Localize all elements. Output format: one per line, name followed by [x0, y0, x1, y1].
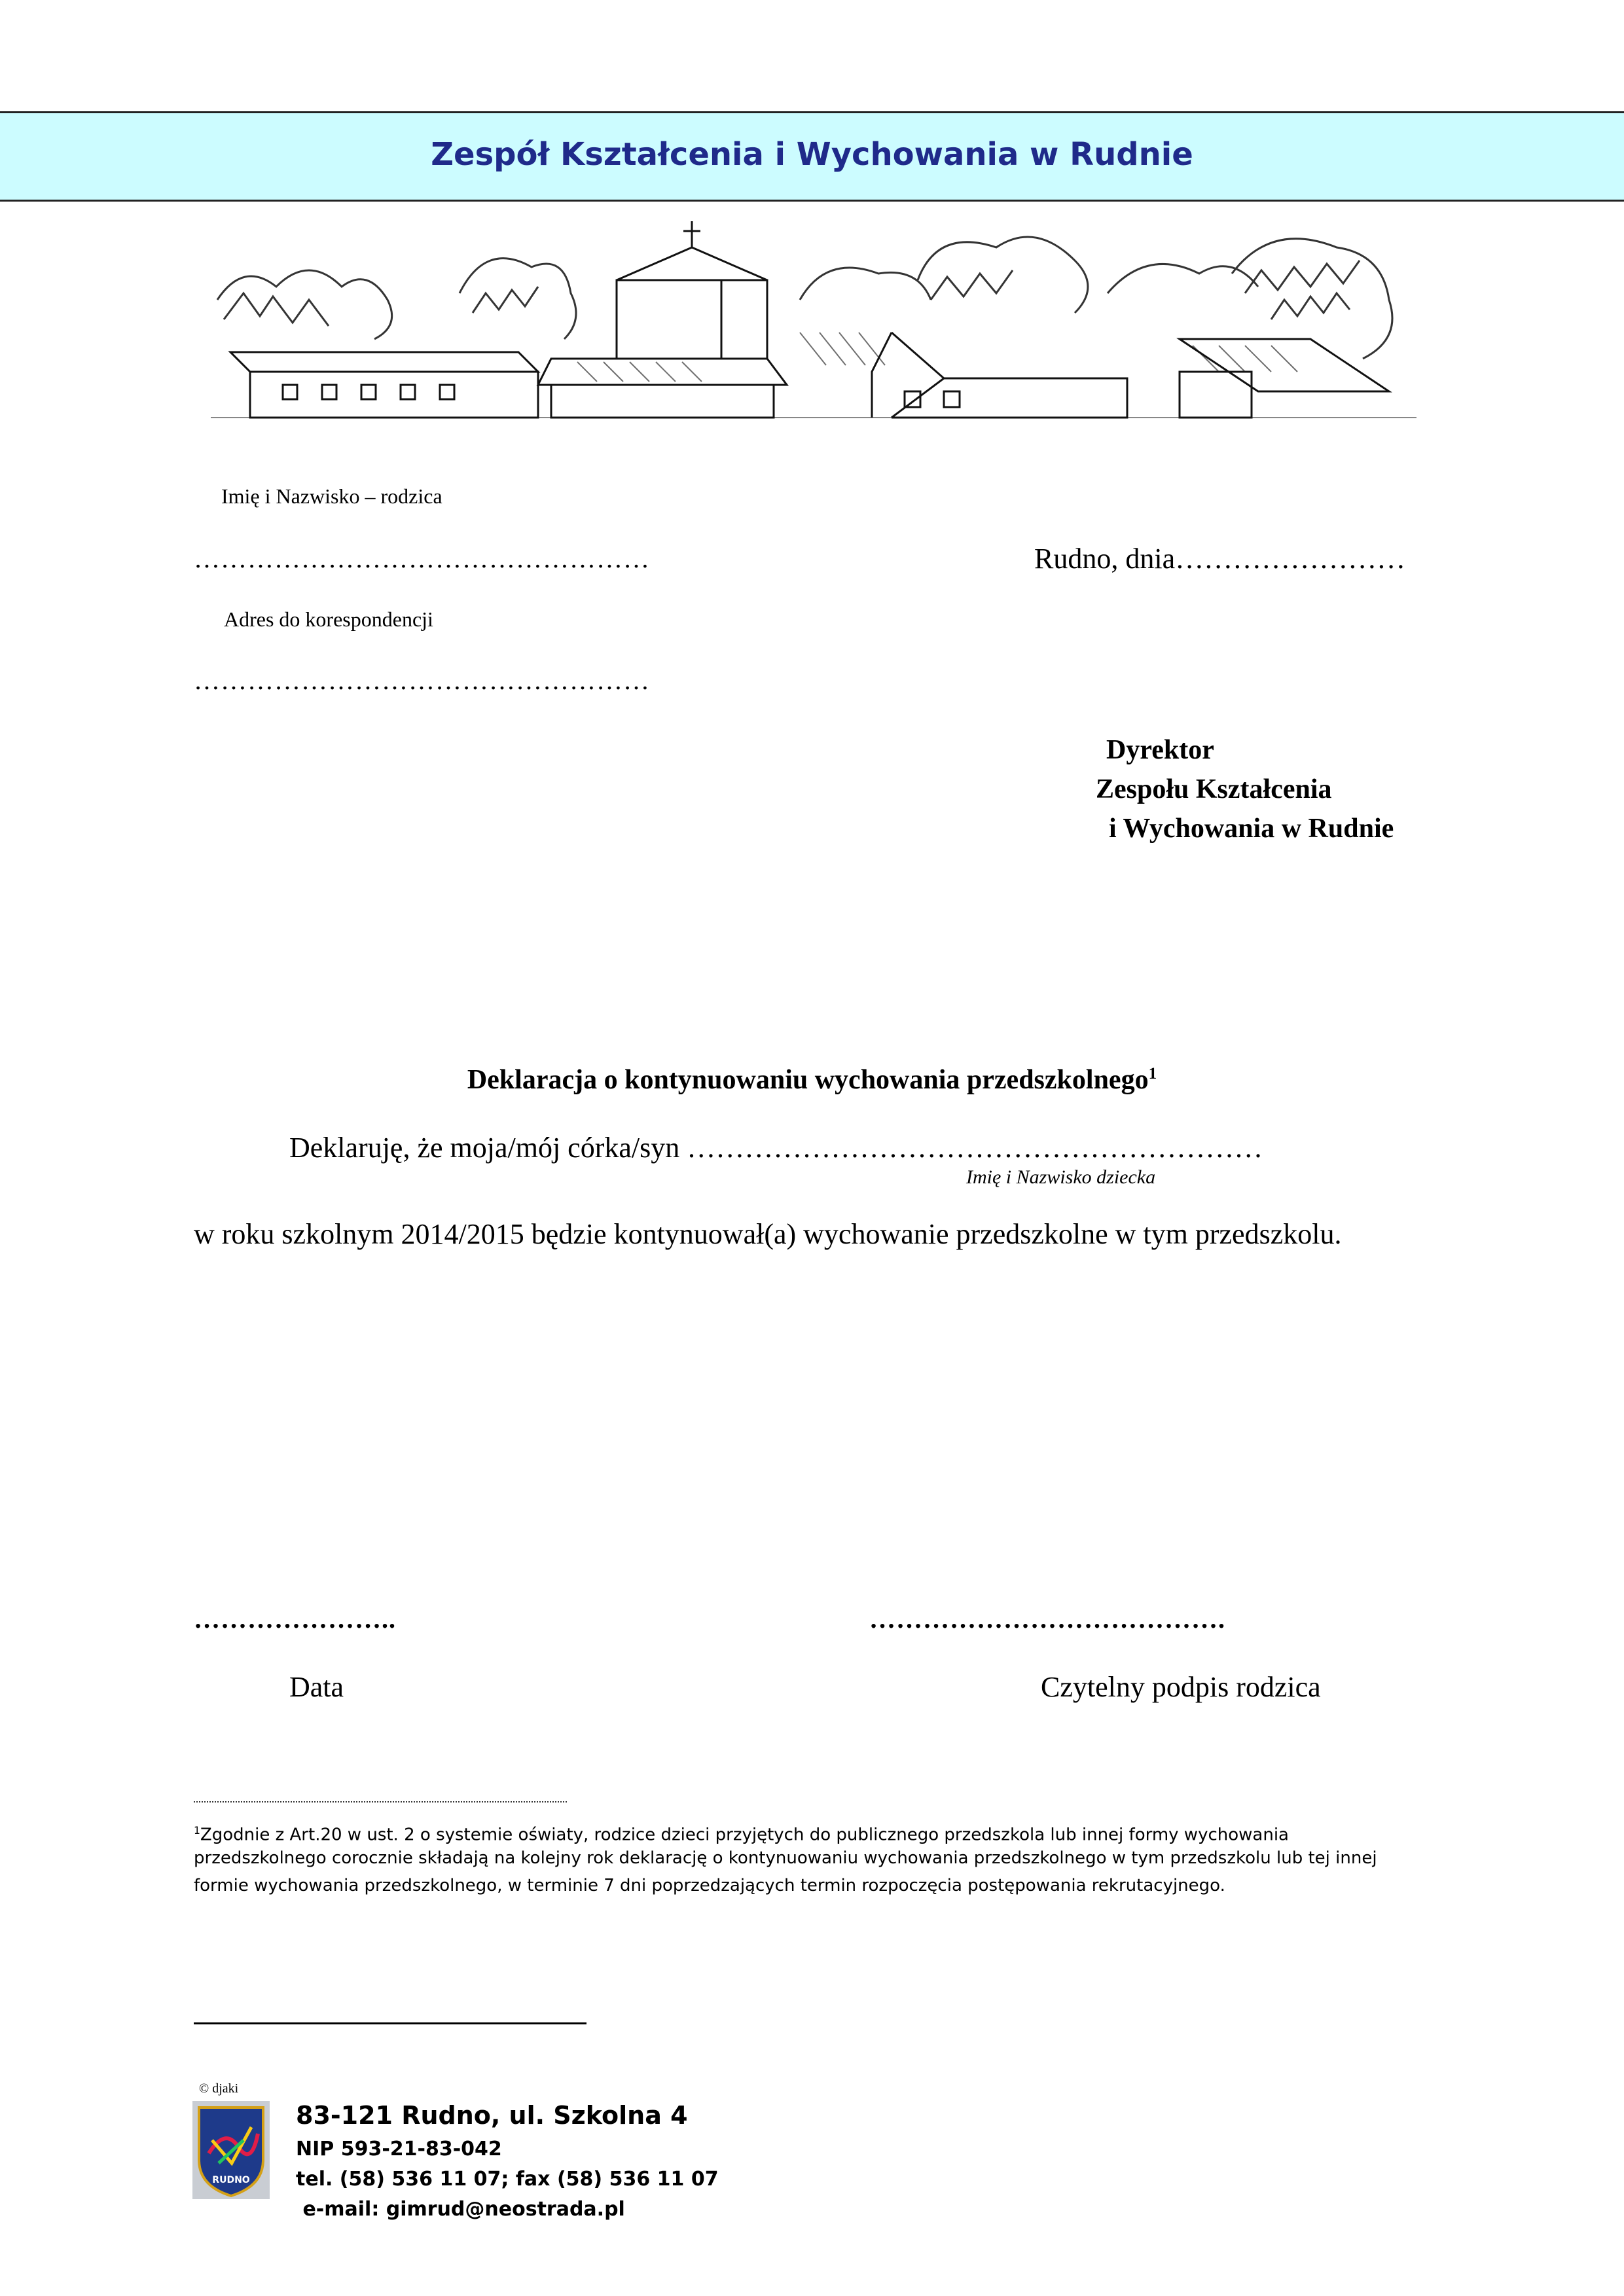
- parent-name-field[interactable]: ……………………………………………: [194, 544, 650, 573]
- recipient-line-3: i Wychowania w Rudnie: [1109, 814, 1394, 844]
- signature-field[interactable]: ………………………………….: [869, 1604, 1225, 1634]
- footnote-separator: [194, 1801, 567, 1803]
- recipient-line-2: Zespołu Kształcenia: [1096, 774, 1332, 804]
- footer-nip: NIP 593-21-83-042: [296, 2138, 502, 2161]
- footnote-line-1: $^1$Zgodnie z Art.20 w ust. 2 o systemie oświaty, rodzice dzieci przyjętych do publicznego przedszkola lub innej formy wychowania: [194, 1825, 1289, 1845]
- logo-text: RUDNO: [212, 2175, 250, 2185]
- declaration-child-line[interactable]: Deklaruję, że moja/mój córka/syn ……………………………………………………: [289, 1132, 1263, 1164]
- footer-address: 83-121 Rudno, ul. Szkolna 4: [296, 2101, 688, 2130]
- parent-name-label: Imię i Nazwisko – rodzica: [221, 484, 442, 508]
- footnote-line-2: przedszkolnego corocznie składają na kolejny rok deklarację o kontynuowaniu wychowania przedszkolnego w tym przedszkolu lub tej innej: [194, 1848, 1377, 1868]
- child-name-caption: Imię i Nazwisko dziecka: [966, 1166, 1156, 1188]
- footer-phone: tel. (58) 536 11 07; fax (58) 536 11 07: [296, 2168, 719, 2191]
- recipient-line-1: Dyrektor: [1106, 735, 1214, 765]
- declaration-title: Deklaracja o kontynuowaniu wychowania przedszkolnego$^1$: [467, 1065, 1157, 1095]
- page-title: Zespół Kształcenia i Wychowania w Rudnie: [431, 136, 1193, 173]
- place-date-line[interactable]: Rudno, dnia……………………: [1034, 543, 1406, 575]
- village-sketch-image: [211, 221, 1416, 429]
- footnote-line-3: formie wychowania przedszkolnego, w terminie 7 dni poprzedzających termin rozpoczęcia postępowania rekrutacyjnego.: [194, 1876, 1225, 1895]
- signature-label: Czytelny podpis rodzica: [1041, 1671, 1321, 1703]
- address-label: Adres do korespondencji: [224, 607, 433, 631]
- footer-divider: [194, 2022, 586, 2024]
- copyright-note: © djaki: [199, 2081, 239, 2096]
- date-field[interactable]: …………………..: [194, 1604, 396, 1634]
- footnote-reference: 1: [1148, 1065, 1157, 1083]
- footer-email[interactable]: e-mail: gimrud@neostrada.pl: [296, 2198, 625, 2221]
- date-label: Data: [289, 1671, 344, 1703]
- address-field[interactable]: ……………………………………………: [194, 666, 650, 695]
- school-logo: [192, 2101, 270, 2199]
- declaration-school-year-line: w roku szkolnym 2014/2015 będzie kontynuował(a) wychowanie przedszkolne w tym przedszkolu.: [194, 1218, 1342, 1250]
